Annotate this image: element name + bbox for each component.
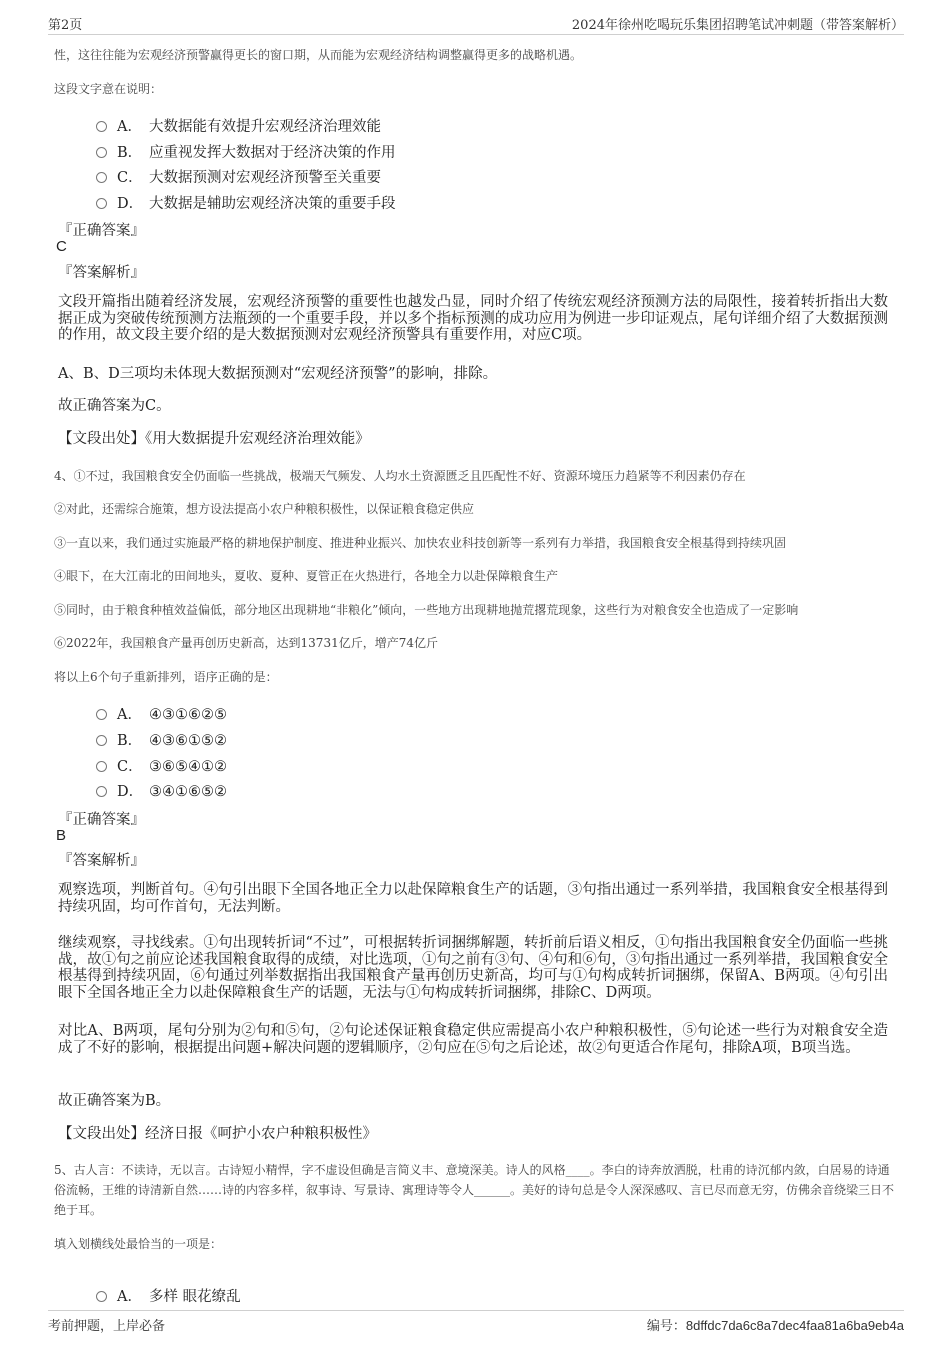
q4-answer-label: 『正确答案』 bbox=[58, 812, 145, 828]
q3-option-b[interactable]: B． 应重视发挥大数据对于经济决策的作用 bbox=[96, 141, 396, 162]
radio-icon[interactable] bbox=[96, 172, 107, 183]
q4-sentence: ⑤同时，由于粮食种植效益偏低，部分地区出现耕地“非粮化”倾向，一些地方出现耕地抛荒撂荒现象，这些行为对粮食安全也造成了一定影响 bbox=[54, 603, 799, 617]
radio-icon[interactable] bbox=[96, 761, 107, 772]
q4-option-b[interactable]: B． ④③⑥①⑤② bbox=[96, 729, 227, 750]
q4-sentence: ④眼下，在大江南北的田间地头，夏收、夏种、夏管正在火热进行，各地全力以赴保障粮食生产 bbox=[54, 569, 559, 583]
q4-sentence: ⑥2022年，我国粮食产量再创历史新高，达到13731亿斤，增产74亿斤 bbox=[54, 636, 438, 650]
code-label: 编号： bbox=[646, 1319, 686, 1334]
q3-analysis-paragraph: A、B、D三项均未体现大数据预测对“宏观经济预警”的影响，排除。 bbox=[58, 366, 498, 382]
q4-prompt: 将以上6个句子重新排列，语序正确的是： bbox=[54, 670, 278, 684]
q4-analysis-label: 『答案解析』 bbox=[58, 853, 145, 869]
radio-icon[interactable] bbox=[96, 786, 107, 797]
q5-prompt: 填入划横线处最恰当的一项是： bbox=[54, 1237, 223, 1251]
q3-analysis-paragraph: 故正确答案为C。 bbox=[58, 398, 171, 414]
q3-option-d[interactable]: D． 大数据是辅助宏观经济决策的重要手段 bbox=[96, 192, 396, 213]
code-value: 8dffdc7da6c8a7dec4faa81a6ba9eb4a bbox=[685, 1318, 904, 1333]
q4-sentence: ②对此，还需综合施策，想方设法提高小农户种粮积极性，以保证粮食稳定供应 bbox=[54, 502, 475, 516]
q4-analysis-paragraph: 故正确答案为B。 bbox=[58, 1093, 171, 1109]
q3-analysis-paragraph: 文段开篇指出随着经济发展，宏观经济预警的重要性也越发凸显，同时介绍了传统宏观经济预测方法的局限性，接着转折指出大数据正成为突破传统预测方法瓶颈的一个重要手段，并以多个指标预测的成功应用为例进一步印证观点，尾句详细介绍了大数据预测的作用，故文段主要介绍的是大数据预测对宏观经济预警具有重要作用，对应C项。 bbox=[58, 294, 888, 343]
q4-analysis-paragraph: 观察选项，判断首句。④句引出眼下全国各地正全力以赴保障粮食生产的话题，③句指出通过一系列举措，我国粮食安全根基得到持续巩固，均可作首句，无法判断。 bbox=[58, 882, 888, 915]
q3-prompt: 这段文字意在说明： bbox=[54, 82, 163, 96]
q4-analysis-paragraph: 对比A、B两项，尾句分别为②句和⑤句，②句论述保证粮食稳定供应需提高小农户种粮积极性，⑤句论述一些行为对粮食安全造成了不好的影响，根据提出问题+解决问题的逻辑顺序，②句应在⑤句之后论述，故②句更适合作尾句，排除A项，B项当选。 bbox=[58, 1023, 888, 1056]
q3-answer-label: 『正确答案』 bbox=[58, 223, 145, 239]
q4-answer: B bbox=[56, 827, 67, 844]
radio-icon[interactable] bbox=[96, 735, 107, 746]
q3-analysis-label: 『答案解析』 bbox=[58, 265, 145, 281]
q3-option-a[interactable]: A． 大数据能有效提升宏观经济治理效能 bbox=[96, 115, 381, 136]
document-title: 2024年徐州吃喝玩乐集团招聘笔试冲刺题（带答案解析） bbox=[571, 18, 904, 33]
q3-option-c[interactable]: C． 大数据预测对宏观经济预警至关重要 bbox=[96, 166, 381, 187]
page-footer bbox=[48, 1310, 904, 1333]
q4-analysis-paragraph: 继续观察，寻找线索。①句出现转折词“不过”，可根据转折词捆绑解题，转折前后语义相反，①句指出我国粮食安全仍面临一些挑战，故①句之前应论述我国粮食取得的成绩，对比选项，①句之前有③句、④句和⑥句，③句指出通过一系列举措，我国粮食安全根基得到持续巩固，⑥句通过列举数据指出我国粮食产量再创历史新高，均可与①句构成转折词捆绑，保留A、B两项。④句引出眼下全国各地正全力以赴保障粮食生产的话题，无法与①句构成转折词捆绑，排除C、D两项。 bbox=[58, 935, 888, 1001]
q3-source: 【文段出处】《用大数据提升宏观经济治理效能》 bbox=[58, 431, 370, 447]
q4-option-a[interactable]: A． ④③①⑥②⑤ bbox=[96, 703, 227, 724]
q5-option-a[interactable]: A． 多样 眼花缭乱 bbox=[96, 1285, 241, 1306]
radio-icon[interactable] bbox=[96, 121, 107, 132]
q4-option-d[interactable]: D． ③④①⑥⑤② bbox=[96, 780, 227, 801]
radio-icon[interactable] bbox=[96, 1291, 107, 1302]
radio-icon[interactable] bbox=[96, 147, 107, 158]
page-header bbox=[48, 12, 904, 35]
document-code bbox=[647, 1315, 904, 1334]
q4-sentence: 4、①不过，我国粮食安全仍面临一些挑战，极端天气频发、人均水土资源匮乏且匹配性不好、资源环境压力趋紧等不利因素仍存在 bbox=[54, 469, 746, 483]
radio-icon[interactable] bbox=[96, 198, 107, 209]
q4-source: 【文段出处】经济日报《呵护小农户种粮积极性》 bbox=[58, 1126, 377, 1142]
q3-continuation: 性，这往往能为宏观经济预警赢得更长的窗口期，从而能为宏观经济结构调整赢得更多的战略机遇。 bbox=[54, 48, 583, 62]
page-number: 第2页 bbox=[48, 18, 83, 33]
footer-slogan: 考前押题，上岸必备 bbox=[48, 1319, 166, 1334]
q5-stem: 5、古人言：不读诗，无以言。古诗短小精悍，字不虚设但确是言简义丰、意境深美。诗人的风格____。李白的诗奔放洒脱，杜甫的诗沉郁内敛，白居易的诗通俗流畅，王维的诗清新自然……诗的内容多样，叙事诗、写景诗、寓理诗等令人______。美好的诗句总是令人深深感叹、言已尽而意无穷，仿佛余音绕梁三日不绝于耳。 bbox=[54, 1163, 895, 1217]
q4-option-c[interactable]: C． ③⑥⑤④①② bbox=[96, 755, 227, 776]
radio-icon[interactable] bbox=[96, 709, 107, 720]
q4-sentence: ③一直以来，我们通过实施最严格的耕地保护制度、推进种业振兴、加快农业科技创新等一系列有力举措，我国粮食安全根基得到持续巩固 bbox=[54, 536, 787, 550]
q3-answer: C bbox=[56, 238, 67, 255]
